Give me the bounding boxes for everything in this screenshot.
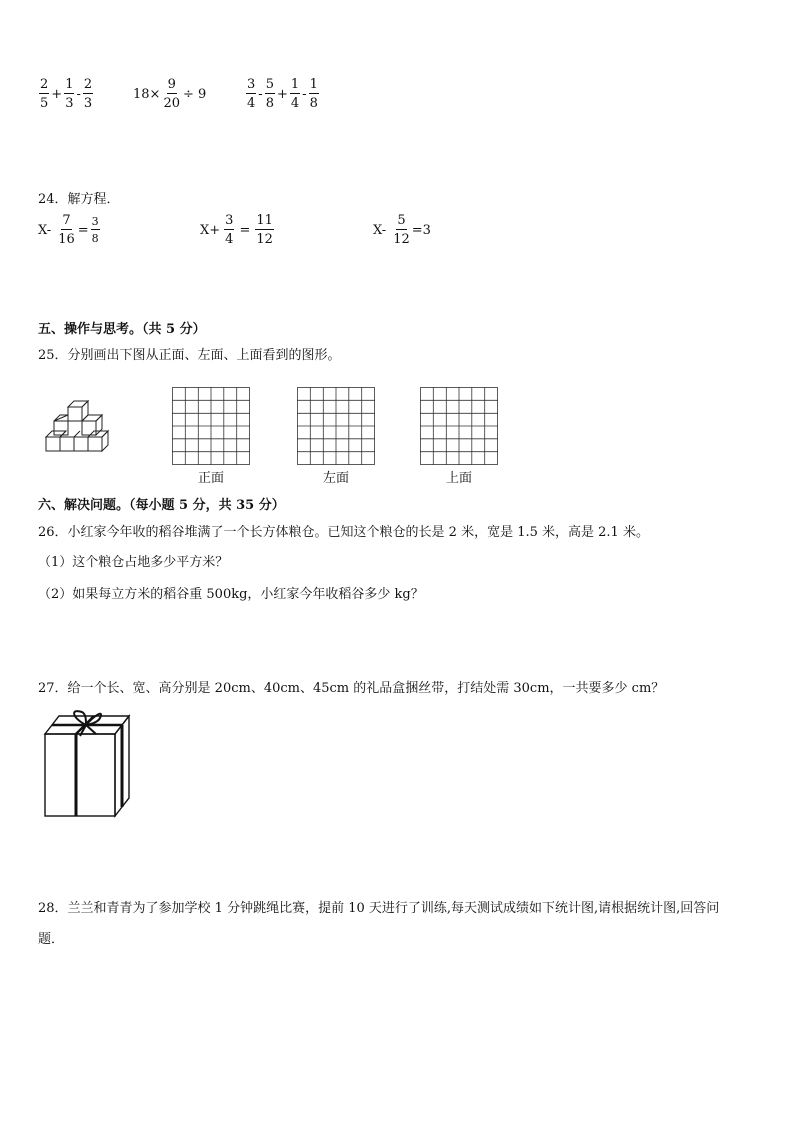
equation-3: X- $\frac{5}{12}$ =3 bbox=[373, 213, 431, 247]
q25-text: 25．分别画出下图从正面、左面、上面看到的图形。 bbox=[38, 348, 341, 363]
q28-text-line1: 28．兰兰和青青为了参加学校 1 分钟跳绳比赛，提前 10 天进行了训练,每天测试成绩如下统计图,请根据统计图,回答问 bbox=[38, 901, 720, 916]
fraction: $\frac{11}{12}$ bbox=[256, 213, 273, 247]
top-view-label: 上面 bbox=[445, 471, 472, 486]
q26-part2: （2）如果每立方米的稻谷重 500kg，小红家今年收稻谷多少 kg？ bbox=[38, 587, 424, 602]
fraction: $\frac{3}{4}$ bbox=[247, 77, 256, 111]
fraction: $\frac{3}{4}$ bbox=[225, 213, 234, 247]
q26-text: 26．小红家今年收的稻谷堆满了一个长方体粮仓。已知这个粮仓的长是 2 米，宽是 1.5 米，高是 2.1 米。 bbox=[38, 525, 649, 540]
left-view-grid[interactable] bbox=[297, 387, 375, 486]
q24-title: 24．解方程． bbox=[38, 192, 120, 207]
gift-box-figure bbox=[42, 706, 134, 820]
front-view-grid[interactable] bbox=[172, 387, 250, 486]
fraction: $\frac{5}{12}$ bbox=[393, 213, 410, 247]
grid-6x6 bbox=[172, 387, 250, 465]
fraction: $\frac{2}{3}$ bbox=[83, 77, 93, 111]
top-view-grid[interactable] bbox=[420, 387, 498, 486]
q26-part1: （1）这个粮仓占地多少平方米？ bbox=[38, 555, 229, 570]
section5-heading: 五、操作与思考。（共 5 分） bbox=[38, 322, 206, 337]
equation-2: X+ $\frac{3}{4}$ = $\frac{11}{12}$ bbox=[200, 213, 273, 247]
fraction: $\frac{5}{8}$ bbox=[265, 77, 274, 111]
front-view-label: 正面 bbox=[197, 471, 224, 486]
cube-stack-figure bbox=[44, 393, 122, 459]
equation-1: X- $\frac{7}{16}$ = $\frac{3}{8}$ bbox=[38, 213, 99, 247]
grid-6x6 bbox=[420, 387, 498, 465]
fraction: $\frac{9}{20}$ bbox=[163, 77, 180, 111]
fraction: $\frac{2}{5}$ bbox=[40, 77, 49, 111]
expression-2: 18× $\frac{9}{20}$ ÷ 9 bbox=[133, 77, 207, 111]
fraction: $\frac{1}{3}$ bbox=[65, 77, 74, 111]
fraction: $\frac{7}{16}$ bbox=[58, 213, 75, 247]
expression-3: $\frac{3}{4}$ - $\frac{5}{8}$ + $\frac{1}{4}$ - $\frac{1}{8}$ bbox=[247, 77, 318, 111]
fraction: $\frac{3}{8}$ bbox=[91, 215, 99, 245]
left-view-label: 左面 bbox=[322, 471, 349, 486]
grid-6x6 bbox=[297, 387, 375, 465]
q28-text-line2: 题． bbox=[38, 932, 65, 947]
expression-1: $\frac{2}{5}$ + $\frac{1}{3}$ - $\frac{2}{3}$ bbox=[40, 77, 93, 111]
fraction: $\frac{1}{4}$ bbox=[290, 77, 300, 111]
section6-heading: 六、解决问题。（每小题 5 分，共 35 分） bbox=[38, 498, 285, 513]
q27-text: 27．给一个长、宽、高分别是 20cm、40cm、45cm 的礼品盒捆丝带，打结处需 30cm，一共要多少 cm？ bbox=[38, 681, 665, 696]
fraction: $\frac{1}{8}$ bbox=[309, 77, 318, 111]
